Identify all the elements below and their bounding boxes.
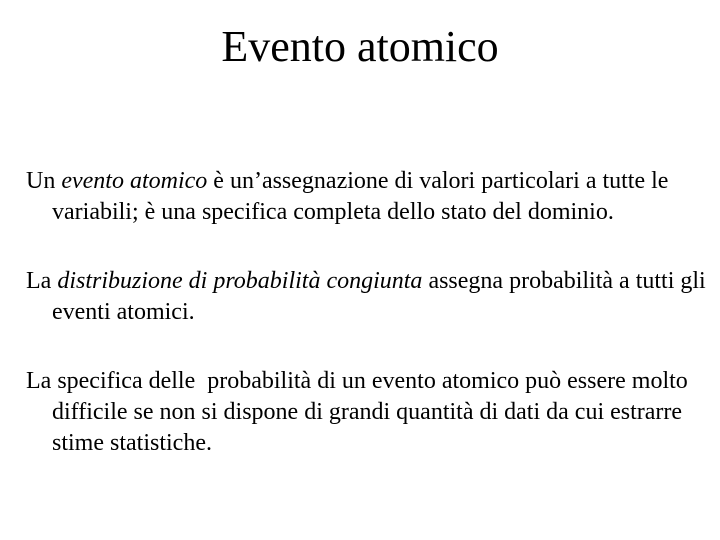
- emphasized-term: evento atomico: [61, 168, 208, 194]
- slide-title: Evento atomico: [221, 22, 499, 71]
- paragraph-text: La specifica delle probabilità di un evento atomico può essere molto difficile se non si dispone di grandi quantità di dati da cui estrarre stime statistiche.: [26, 368, 694, 456]
- slide-body: [26, 166, 706, 459]
- paragraph-text: La: [26, 268, 58, 294]
- paragraph-text: assegna probabilità a tutti gli eventi atomici.: [52, 268, 706, 325]
- paragraph-specification: [26, 366, 706, 459]
- paragraph-atomic-event: [26, 166, 706, 228]
- paragraph-text: è un’assegnazione di valori particolari a tutte le variabili; è una specifica completa dello stato del dominio.: [52, 168, 669, 225]
- emphasized-term: distribuzione di probabilità congiunta: [57, 268, 423, 294]
- paragraph-text: Un: [26, 168, 62, 194]
- paragraph-joint-distribution: [26, 266, 706, 328]
